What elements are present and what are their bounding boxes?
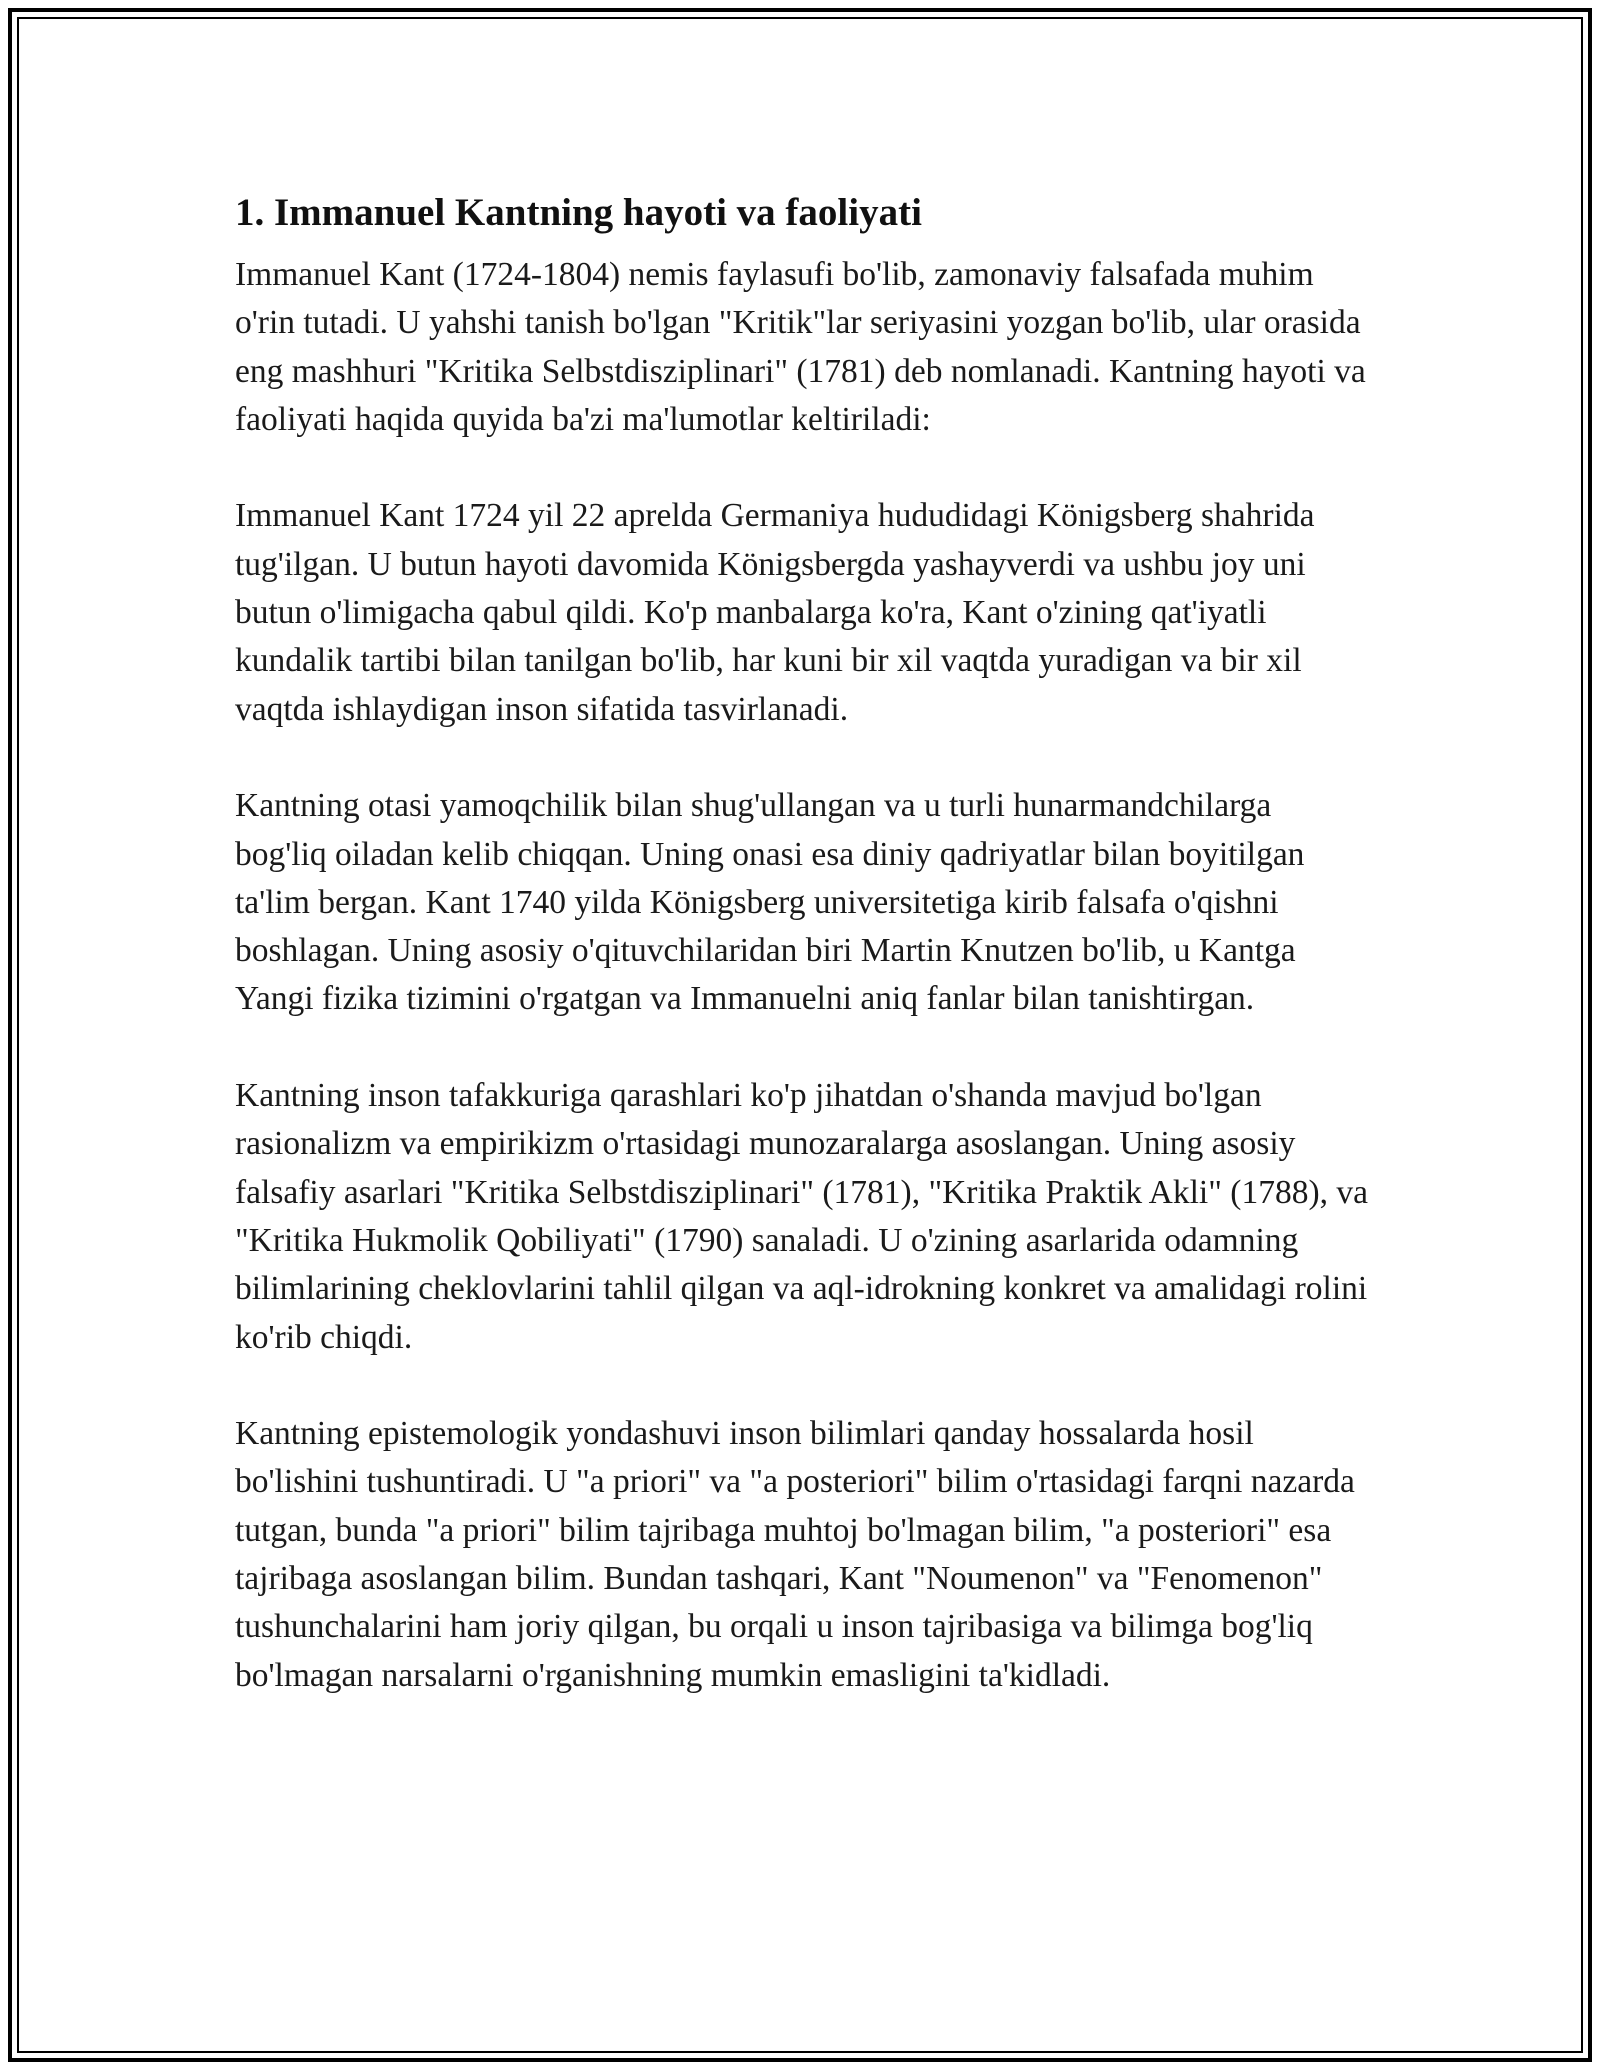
paragraph-epistemology: Kantning epistemologik yondashuvi inson bilimlari qanday hossalarda hosil bo'lishini tushuntiradi. U "a priori" va "a posteriori" bilim o'rtasidagi farqni nazarda tutgan, bunda "a priori" bilim tajribaga muhtoj bo'lmagan bilim, "a posteriori" esa tajribaga asoslangan bilim. Bundan tashqari, Kant "Noumenon" va "Fenomenon" tushunchalarini ham joriy qilgan, bu orqali u inson tajribasiga va bilimga bog'liq bo'lmagan narsalarni o'rganishning mumkin emasligini ta'kidladi. [235,1415,1355,1694]
paragraph-intro: Immanuel Kant (1724-1804) nemis faylasufi bo'lib, zamonaviy falsafada muhim o'rin tutadi. U yahshi tanish bo'lgan "Kritik"lar seriyasini yozgan bo'lib, ular orasida eng mashhuri "Kritika Selbstdisziplinari" (1781) deb nomlanadi. Kantning hayoti va faoliyati haqida quyida ba'zi ma'lumotlar keltiriladi: [235,256,1366,438]
paragraph-birth: Immanuel Kant 1724 yil 22 aprelda Germaniya hududidagi Königsberg shahrida tug'ilgan. U butun hayoti davomida Königsbergda yashayverdi va ushbu joy uni butun o'limigacha qabul qildi. Ko'p manbalarga ko'ra, Kant o'zining qat'iyatli kundalik tartibi bilan tanilgan bo'lib, har kuni bir xil vaqtda yuradigan va bir xil vaqtda ishlaydigan inson sifatida tasvirlanadi. [235,497,1315,728]
document-body [235,185,1370,1700]
section-heading: 1. Immanuel Kantning hayoti va faoliyati [235,191,922,234]
paragraph-philosophical-works: Kantning inson tafakkuriga qarashlari ko'p jihatdan o'shanda mavjud bo'lgan rasionalizm va empirikizm o'rtasidagi munozaralarga asoslangan. Uning asosiy falsafiy asarlari "Kritika Selbstdisziplinari" (1781), "Kritika Praktik Akli" (1788), va "Kritika Hukmolik Qobiliyati" (1790) sanaladi. U o'zining asarlarida odamning bilimlarining cheklovlarini tahlil qilgan va aql-idrokning konkret va amalidagi rolini ko'rib chiqdi. [235,1077,1368,1356]
paragraph-family-education: Kantning otasi yamoqchilik bilan shug'ullangan va u turli hunarmandchilarga bog'liq oiladan kelib chiqqan. Uning onasi esa diniy qadriyatlar bilan boyitilgan ta'lim bergan. Kant 1740 yilda Königsberg universitetiga kirib falsafa o'qishni boshlagan. Uning asosiy o'qituvchilaridan biri Martin Knutzen bo'lib, u Kantga Yangi fizika tizimini o'rgatgan va Immanuelni aniq fanlar bilan tanishtirgan. [235,787,1305,1018]
